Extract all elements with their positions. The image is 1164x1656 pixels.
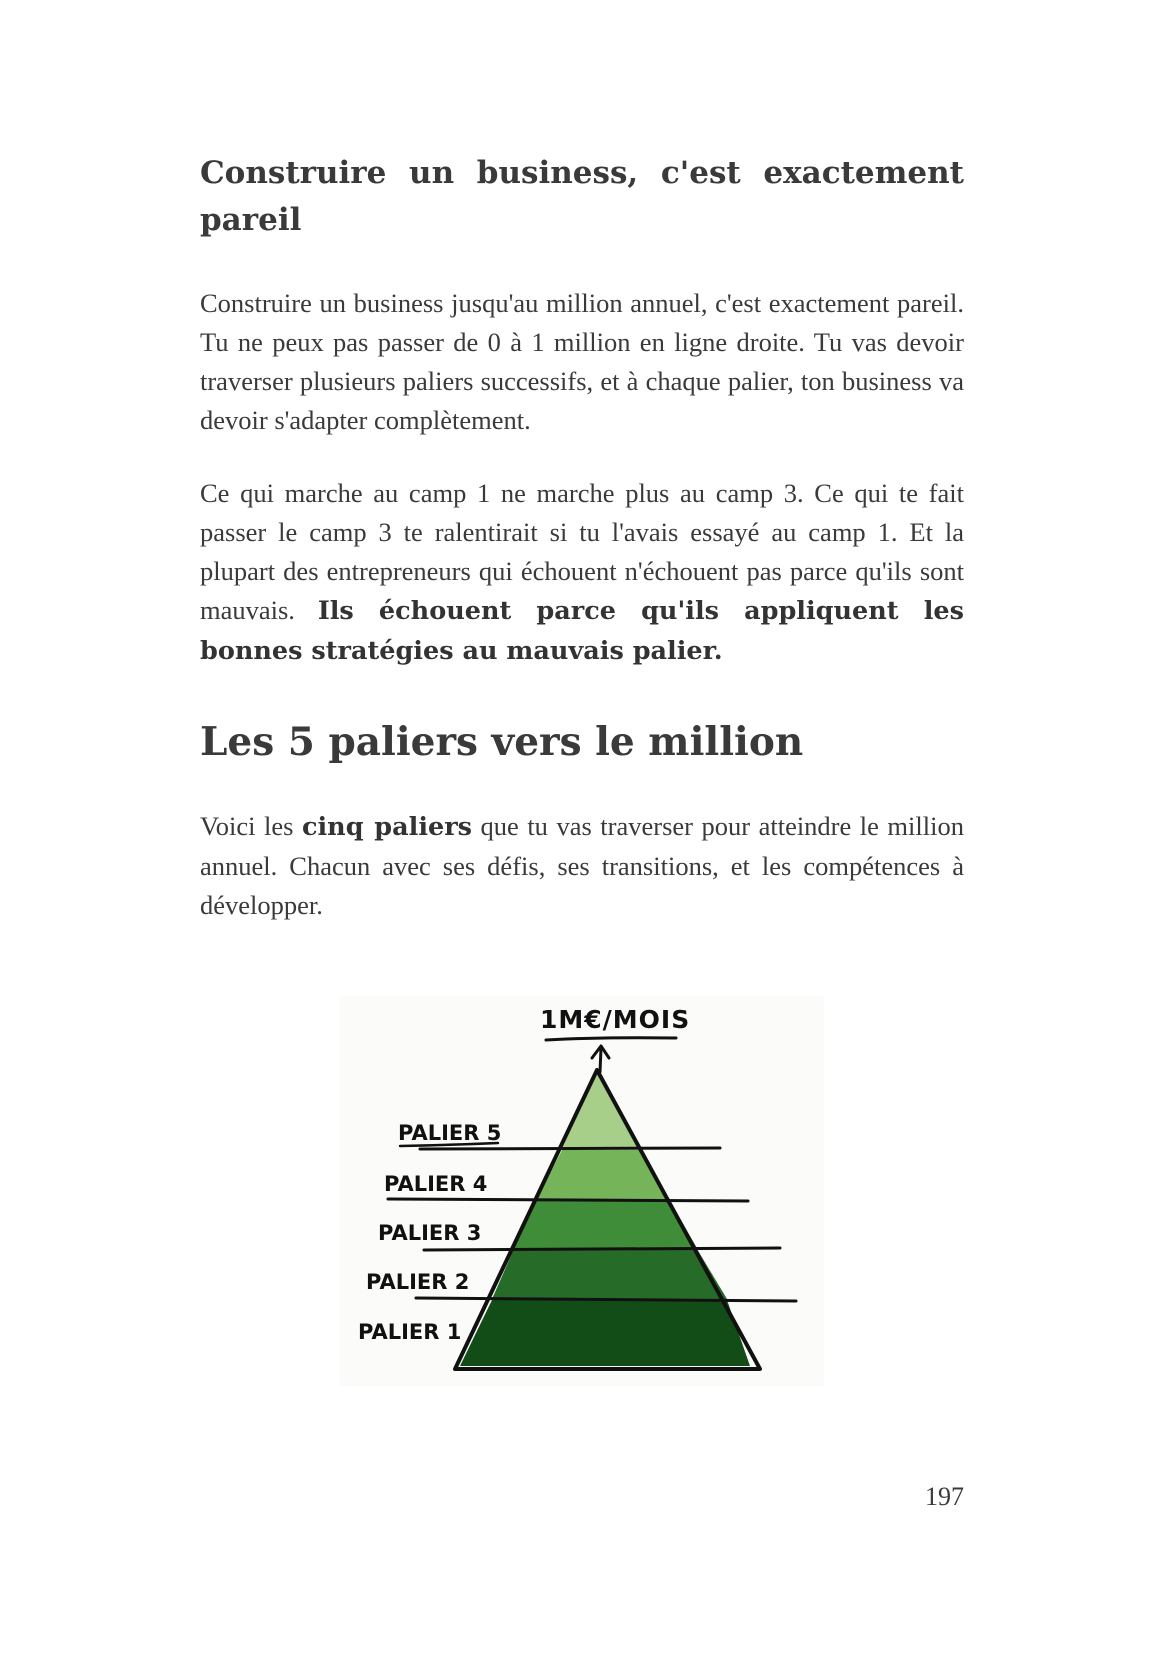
paragraph-2 <box>200 474 964 671</box>
tier-line-5 <box>420 1148 720 1149</box>
paragraph-1: Construire un business jusqu'au million annuel, c'est exactement pareil. Tu ne peux pas passer de 0 à 1 million en ligne droite. Tu vas devoir traverser plusieurs paliers successifs, et à chaque palier, ton business va devoir s'adapter complètement. <box>200 288 964 435</box>
chapter-title: Les 5 paliers vers le million <box>200 719 804 765</box>
tier-line-4 <box>388 1199 748 1201</box>
tier-2-label: PALIER 2 <box>366 1270 470 1294</box>
tier-1-fill <box>460 1300 750 1366</box>
section-title: Construire un business, c'est exactement pareil <box>200 155 964 238</box>
page-number: 197 <box>925 1482 964 1511</box>
top-label-underline <box>546 1038 676 1040</box>
tier-5-fill <box>562 1072 640 1149</box>
tier-line-3 <box>424 1248 780 1250</box>
tier-2-fill <box>492 1249 727 1299</box>
tier-4-label: PALIER 4 <box>384 1172 488 1196</box>
tier-5-label: PALIER 5 <box>398 1121 502 1145</box>
page-content <box>200 150 964 959</box>
paragraph-3 <box>200 807 964 925</box>
top-label: 1M€/MOIS <box>540 1005 691 1034</box>
arrow-shaft <box>600 1048 601 1072</box>
paragraph-3-before: Voici les <box>200 811 302 841</box>
pyramid-figure <box>340 996 824 1386</box>
tier-line-2 <box>416 1298 796 1301</box>
paragraph-3-bold: cinq paliers <box>301 812 473 842</box>
pyramid-illustration <box>340 996 824 1386</box>
paragraph-3-after: que tu vas traverser pour atteindre le million annuel. Chacun avec ses défis, ses transitions, et les compétences à développer. <box>200 811 964 920</box>
tier-3-fill <box>514 1201 697 1248</box>
paragraph-2-text: Ce qui marche au camp 1 ne marche plus au camp 3. Ce qui te fait passer le camp 3 te ralentirait si tu l'avais essayé au camp 1. Et la plupart des entrepreneurs qui échouent n'échouent pas parce qu'ils sont mauvais. <box>200 478 964 625</box>
paragraph-2-bold: Ils échouent parce qu'ils appliquent les bonnes stratégies au mauvais palier. <box>200 596 964 666</box>
tier-1-label: PALIER 1 <box>358 1320 462 1344</box>
tier-3-label: PALIER 3 <box>378 1221 482 1245</box>
